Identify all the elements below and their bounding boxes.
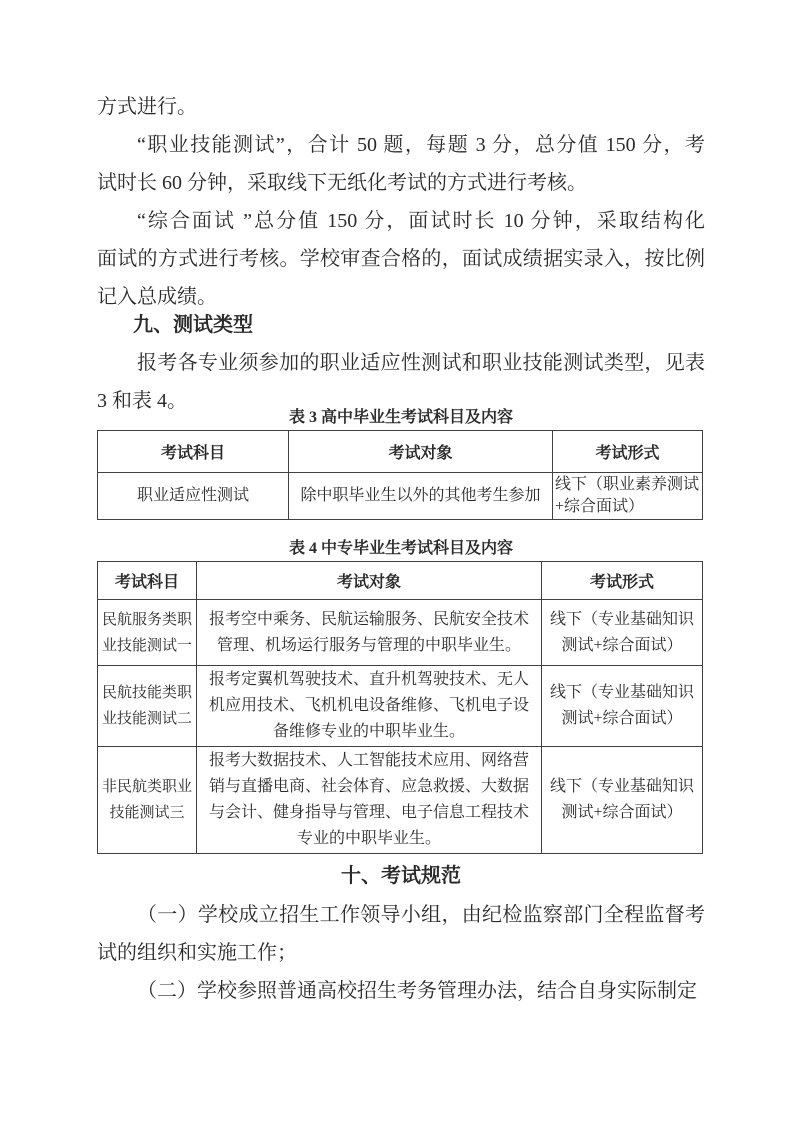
table4-cell-format: 线下（专业基础知识测试+综合面试）: [542, 747, 703, 854]
table4-cell-subject: 非民航类职业技能测试三: [98, 747, 197, 854]
table4-cell-target: 报考大数据技术、人工智能技术应用、网络营销与直播电商、社会体育、应急救援、大数据与会计、健身指导与管理、电子信息工程技术专业的中职毕业生。: [197, 747, 542, 854]
table4: [97, 561, 703, 854]
table-row: [98, 666, 703, 747]
section-heading-9: 九、测试类型: [133, 314, 253, 336]
paragraph-line: （二）学校参照普通高校招生考务管理办法，结合自身实际制定: [137, 980, 697, 1002]
section-heading-10: 十、考试规范: [341, 865, 461, 887]
table4-header-target: 考试对象: [197, 562, 542, 600]
paragraph-line: 试时长 60 分钟，采取线下无纸化考试的方式进行考核。: [97, 172, 587, 194]
table3: [97, 430, 703, 520]
table4-header-row: [98, 562, 703, 600]
table3-header-subject: 考试科目: [98, 431, 289, 473]
paragraph-line: “职业技能测试”，合计 50 题，每题 3 分，总分值 150 分，考: [137, 134, 705, 156]
paragraph-line: 试的组织和实施工作；: [97, 942, 297, 964]
table3-header-row: [98, 431, 703, 473]
table-row: [98, 747, 703, 854]
paragraph-line: 报考各专业须参加的职业适应性测试和职业技能测试类型，见表: [137, 352, 705, 374]
table-row: [98, 473, 703, 520]
table4-cell-format: 线下（专业基础知识测试+综合面试）: [542, 666, 703, 747]
table4-cell-target: 报考定翼机驾驶技术、直升机驾驶技术、无人机应用技术、飞机机电设备维修、飞机电子设备维修专业的中职毕业生。: [197, 666, 542, 747]
table4-header-subject: 考试科目: [98, 562, 197, 600]
table4-caption: 表 4 中专毕业生考试科目及内容: [288, 540, 513, 557]
paragraph-line: “综合面试 ”总分值 150 分，面试时长 10 分钟，采取结构化: [137, 210, 705, 232]
table3-caption: 表 3 高中毕业生考试科目及内容: [288, 409, 513, 426]
table3-header-target: 考试对象: [289, 431, 553, 473]
paragraph-line: 面试的方式进行考核。学校审查合格的，面试成绩据实录入，按比例: [97, 248, 705, 270]
table3-header-format: 考试形式: [553, 431, 703, 473]
table4-cell-format: 线下（专业基础知识测试+综合面试）: [542, 600, 703, 666]
table4-header-format: 考试形式: [542, 562, 703, 600]
paragraph-line: 记入总成绩。: [97, 286, 217, 308]
paragraph-line: 方式进行。: [97, 96, 197, 118]
table4-cell-subject: 民航技能类职业技能测试二: [98, 666, 197, 747]
page-content: [97, 0, 705, 1010]
paragraph-line: 3 和表 4。: [97, 390, 187, 412]
table-row: [98, 600, 703, 666]
table3-cell-format: 线下（职业素养测试+综合面试）: [553, 473, 703, 520]
table4-cell-subject: 民航服务类职业技能测试一: [98, 600, 197, 666]
paragraph-line: （一）学校成立招生工作领导小组，由纪检监察部门全程监督考: [137, 904, 705, 926]
table4-cell-target: 报考空中乘务、民航运输服务、民航安全技术管理、机场运行服务与管理的中职毕业生。: [197, 600, 542, 666]
table3-cell-subject: 职业适应性测试: [98, 473, 289, 520]
table3-cell-target: 除中职毕业生以外的其他考生参加: [289, 473, 553, 520]
